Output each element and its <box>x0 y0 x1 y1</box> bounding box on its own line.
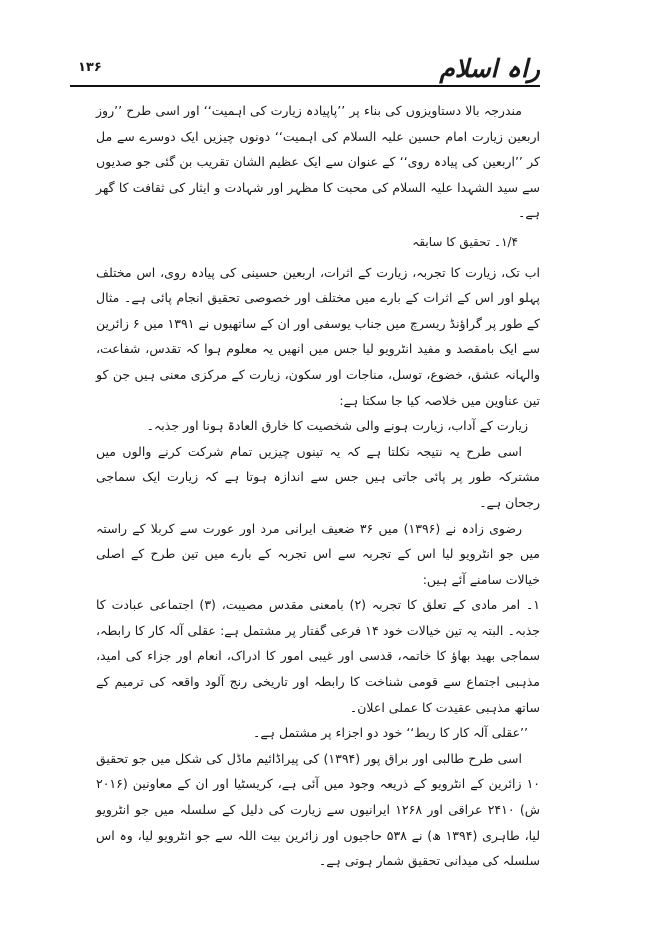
paragraph-conclusion: اسی طرح یہ نتیجہ نکلتا ہے کہ یہ تینوں چیزیں تمام شرکت کرنے والوں میں مشترکہ طور پر پائی جاتی ہیں جس سے اندازہ ہوتا ہے کہ زیارت ایک سماجی رجحان ہے۔ <box>96 443 540 510</box>
paragraph-themes: زیارت کے آداب، زیارت ہونے والی شخصیت کا خارق العادۃ ہونا اور جذبہ۔ <box>146 418 528 434</box>
journal-title: راہ اسلام <box>439 54 540 83</box>
paragraph-field-studies: اسی طرح طالبی اور براق پور (۱۳۹۴) کی پیراڈائیم ماڈل کی شکل میں جو تحقیق ۱۰ زائرین کے انٹرویو کے ذریعہ وجود میں آئی ہے، کریسٹیا اور ان کے معاونین (۲۰۱۶ ش) ۲۴۱۰ عراقی اور ۱۲۶۸ ایرانیوں سے زیارت کی دلیل کے سلسلہ میں جو انٹرویو لیا، طاہری (۱۳۹۴ ھ) نے ۵۳۸ حاجیوں اور زائرین بیت اللہ سے جو انٹرویو لیا، وہ اس سلسلہ کی میدانی تحقیق شمار ہوتی ہے۔ <box>96 750 541 869</box>
header-rule <box>70 85 540 87</box>
section-heading: ۱/۴۔ تحقیق کا سابقہ <box>412 234 518 249</box>
page-number: ۱۳۶ <box>78 60 102 75</box>
paragraph-findings: ۱۔ امر مادی کے تعلق کا تجربہ (۲) بامعنی مقدس مصیبت، (۳) اجتماعی عبادت کا جذبہ۔ البتہ یہ تین خیالات خود ۱۴ فرعی گفتار پر مشتمل ہے: عقلی آلہ کار کا رابطہ، سماجی بھید بھاؤ کا خاتمہ، قدسی اور غیبی امور کا ادراک، انعام اور جزاء کی امید، مذہبی اجتماع سے قومی شناخت کا رابطہ اور تاریخی رنج آلود واقعہ کی ترمیم کے ساتھ مذہبی عقیدت کا عملی اعلان۔ <box>96 597 540 715</box>
paragraph-research-background: اب تک، زیارت کا تجربہ، زیارت کے اثرات، اربعین حسینی کی پیادہ روی، اس مختلف پہلو اور اس کے اثرات کے بارے میں مختلف اور خصوصی تحقیق انجام پائی ہے۔ مثال کے طور پر گراؤنڈ ریسرچ میں جناب یوسفی اور ان کے ساتھیوں نے ۱۳۹۱ میں ۶ زائرین سے ایک بامقصد و مفید انٹرویو لیا جس میں انھیں یہ معلوم ہوا کہ تقدس، شفاعت، والہانہ عشق، خضوع، توسل، مناجات اور سکون، زیارت کے مرکزی معنی ہیں جن کو تین عناوین میں خلاصہ کیا جا سکتا ہے: <box>96 264 540 408</box>
paragraph-intro: مندرجہ بالا دستاویزوں کی بناء پر ’’پاپیادہ زیارت کی اہمیت‘‘ اور اسی طرح ’’روز اربعین زیارت امام حسین علیہ السلام کی اہمیت‘‘ دونوں چیزیں ایک دوسرے سے مل کر ’’اربعین کی پیادہ روی‘‘ کے عنوان سے ایک عظیم الشان تقریب بن گئی جو صدیوں سے سید الشہدا علیہ السلام کی محبت کا مظہر اور شہادت و ایثار کی ثقافت کا گھر ہے۔ <box>96 103 540 221</box>
article-body <box>96 98 540 874</box>
paragraph-rational-link: ’’عقلی آلہ کار کا ربط‘‘ خود دو اجزاء پر مشتمل ہے۔ <box>253 725 528 741</box>
page-header <box>70 48 540 88</box>
paragraph-razavizadeh: رضوی زادہ نے (۱۳۹۶) میں ۳۶ ضعیف ایرانی مرد اور عورت سے کربلا کے راستہ میں جو انٹرویو لیا اس کے تجربہ سے اس تجربہ کے بارے میں تین طرح کے اصلی خیالات سامنے آئے ہیں: <box>96 520 540 587</box>
